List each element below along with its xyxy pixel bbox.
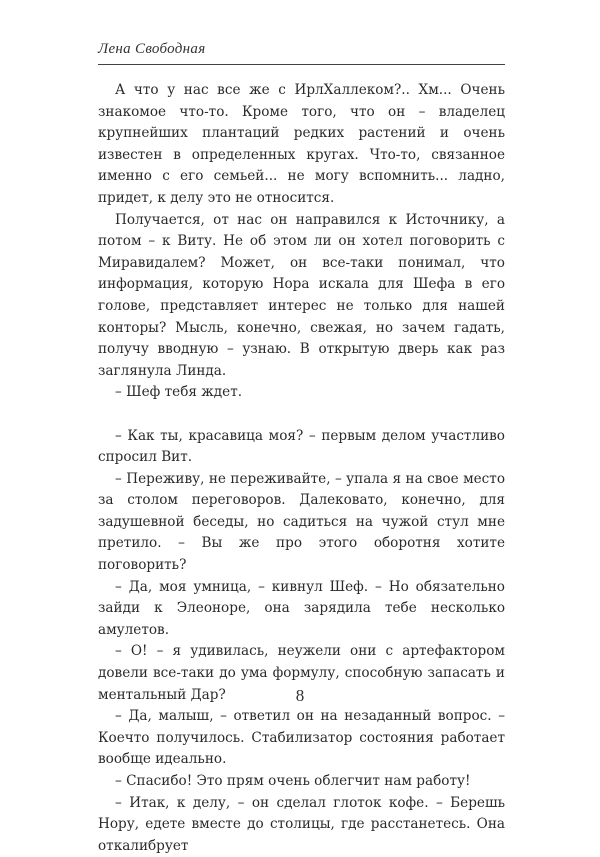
paragraph: – Да, малыш, – ответил он на незаданный вопрос. – Коечто получилось. Стабилизатор состояния работает вообще идеально. — [98, 708, 505, 768]
paragraph: А что у нас все же с ИрлХаллеком?.. Хм... Очень знакомое что-то. Кроме того, что он – владелец крупнейших плантаций редких растений и очень известен в определенных кругах. Что-то, связанное именно с его семьей... не могу вспомнить... ладно, придет, к делу это не относится. — [98, 82, 505, 206]
page-number: 8 — [295, 686, 305, 705]
paragraph: – Шеф тебя ждет. — [115, 384, 243, 401]
page-body — [98, 80, 505, 857]
paragraph: – Переживу, не переживайте, – упала я на свое место за столом переговоров. Далековато, конечно, для задушевной беседы, но садиться на чужой стул мне претило. – Вы же про этого оборотня хотите поговорить? — [98, 470, 505, 574]
paragraph: Получается, от нас он направился к Источнику, а потом – к Виту. Не об этом ли он хотел поговорить с Миравидалем? Может, он все-таки понимал, что информация, которую Нора искала для Шефа в его голове, представляет интерес не только для нашей конторы? Мысль, конечно, свежая, но зачем гадать, получу вводную – узнаю. В открытую дверь как раз заглянула Линда. — [98, 211, 505, 379]
running-head: Лена Свободная — [98, 41, 206, 57]
paragraph: – Как ты, красавица моя? – первым делом участливо спросил Вит. — [98, 427, 505, 466]
header-rule — [98, 64, 505, 65]
paragraph: – Спасибо! Это прям очень облегчит нам работу! — [115, 773, 471, 789]
paragraph: – О! – я удивилась, неужели они с артефактором довели все-таки до ума формулу, способную запасать и ментальный Дар? — [98, 643, 505, 703]
paragraph: – Да, моя умница, – кивнул Шеф. – Но обязательно зайди к Элеоноре, она зарядила тебе несколько амулетов. — [98, 578, 505, 638]
paragraph: – Итак, к делу, – он сделал глоток кофе. – Берешь Нору, едете вместе до столицы, где расстанетесь. Она откалибрует — [98, 794, 505, 854]
